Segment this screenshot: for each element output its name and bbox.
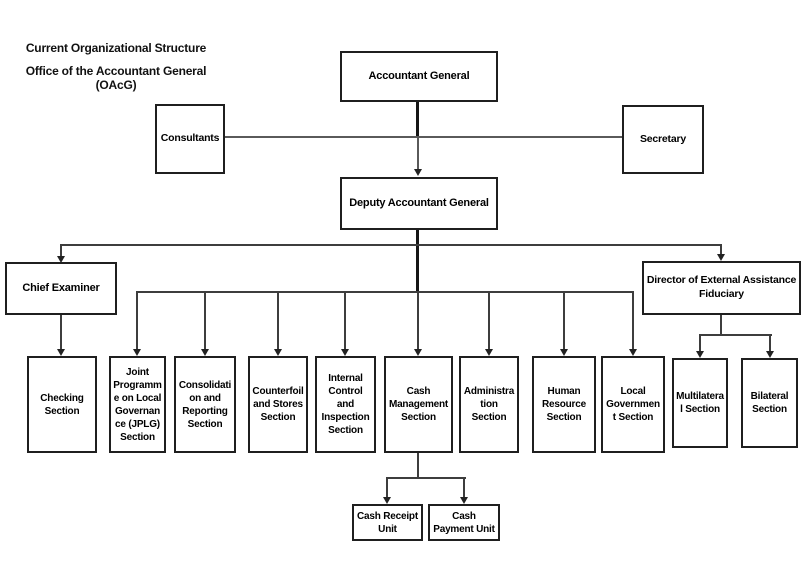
node-consultants: Consultants xyxy=(155,104,225,174)
arrow-down-icon xyxy=(414,349,422,356)
connector-drop-localgov xyxy=(632,291,634,349)
node-director-external-assistance: Director of External Assistance Fiduciary xyxy=(642,261,801,315)
node-section-administration: Administration Section xyxy=(459,356,519,453)
connector-drop-consolidation xyxy=(204,291,206,349)
node-section-counterfoil-stores: Counterfoil and Stores Section xyxy=(248,356,308,453)
arrow-down-icon xyxy=(414,169,422,176)
arrow-down-icon xyxy=(629,349,637,356)
connector-cash-stem xyxy=(417,453,419,479)
arrow-down-icon xyxy=(460,497,468,504)
connector-drop-human xyxy=(563,291,565,349)
arrow-down-icon xyxy=(341,349,349,356)
connector-drop-administration xyxy=(488,291,490,349)
connector-chief-drop xyxy=(60,244,62,256)
node-chief-examiner: Chief Examiner xyxy=(5,262,117,315)
connector-drop-cash-payment xyxy=(463,477,465,497)
arrow-down-icon xyxy=(383,497,391,504)
rail-lower xyxy=(136,291,634,293)
connector-deputy-stem xyxy=(416,230,419,292)
arrow-down-icon xyxy=(133,349,141,356)
chart-title-line2: Office of the Accountant General (OAcG) xyxy=(25,64,207,92)
node-section-local-government: Local Government Section xyxy=(601,356,665,453)
node-section-internal-control: Internal Control and Inspection Section xyxy=(315,356,376,453)
connector-drop-jplg xyxy=(136,291,138,349)
connector-chief-checking xyxy=(60,315,62,349)
connector-ag-deputy xyxy=(417,138,419,169)
arrow-down-icon xyxy=(717,254,725,261)
connector-consultants-secretary xyxy=(225,136,622,138)
node-section-cash-management: Cash Management Section xyxy=(384,356,453,453)
node-section-human-resource: Human Resource Section xyxy=(532,356,596,453)
arrow-down-icon xyxy=(485,349,493,356)
connector-cash-split xyxy=(386,477,466,479)
node-secretary: Secretary xyxy=(622,105,704,174)
connector-drop-bilateral xyxy=(769,334,771,351)
arrow-down-icon xyxy=(201,349,209,356)
node-accountant-general: Accountant General xyxy=(340,51,498,102)
node-section-consolidation-reporting: Consolidation and Reporting Section xyxy=(174,356,236,453)
node-unit-cash-payment: Cash Payment Unit xyxy=(428,504,500,541)
node-deputy-accountant-general: Deputy Accountant General xyxy=(340,177,498,230)
connector-director-stem xyxy=(720,315,722,336)
chart-title-line1: Current Organizational Structure xyxy=(25,41,207,55)
connector-drop-internal xyxy=(344,291,346,349)
arrow-down-icon xyxy=(696,351,704,358)
rail-upper xyxy=(60,244,722,246)
connector-drop-cash-receipt xyxy=(386,477,388,497)
node-section-checking: Checking Section xyxy=(27,356,97,453)
connector-ag-stem xyxy=(416,102,419,138)
connector-drop-cash xyxy=(417,291,419,349)
arrow-down-icon xyxy=(766,351,774,358)
connector-drop-counterfoil xyxy=(277,291,279,349)
node-section-multilateral: Multilateral Section xyxy=(672,358,728,448)
arrow-down-icon xyxy=(57,349,65,356)
connector-director-split xyxy=(699,334,772,336)
connector-drop-multilateral xyxy=(699,334,701,351)
node-section-bilateral: Bilateral Section xyxy=(741,358,798,448)
arrow-down-icon xyxy=(560,349,568,356)
arrow-down-icon xyxy=(274,349,282,356)
node-unit-cash-receipt: Cash Receipt Unit xyxy=(352,504,423,541)
node-section-jplg: Joint Programme on Local Governance (JPLG) Section xyxy=(109,356,166,453)
